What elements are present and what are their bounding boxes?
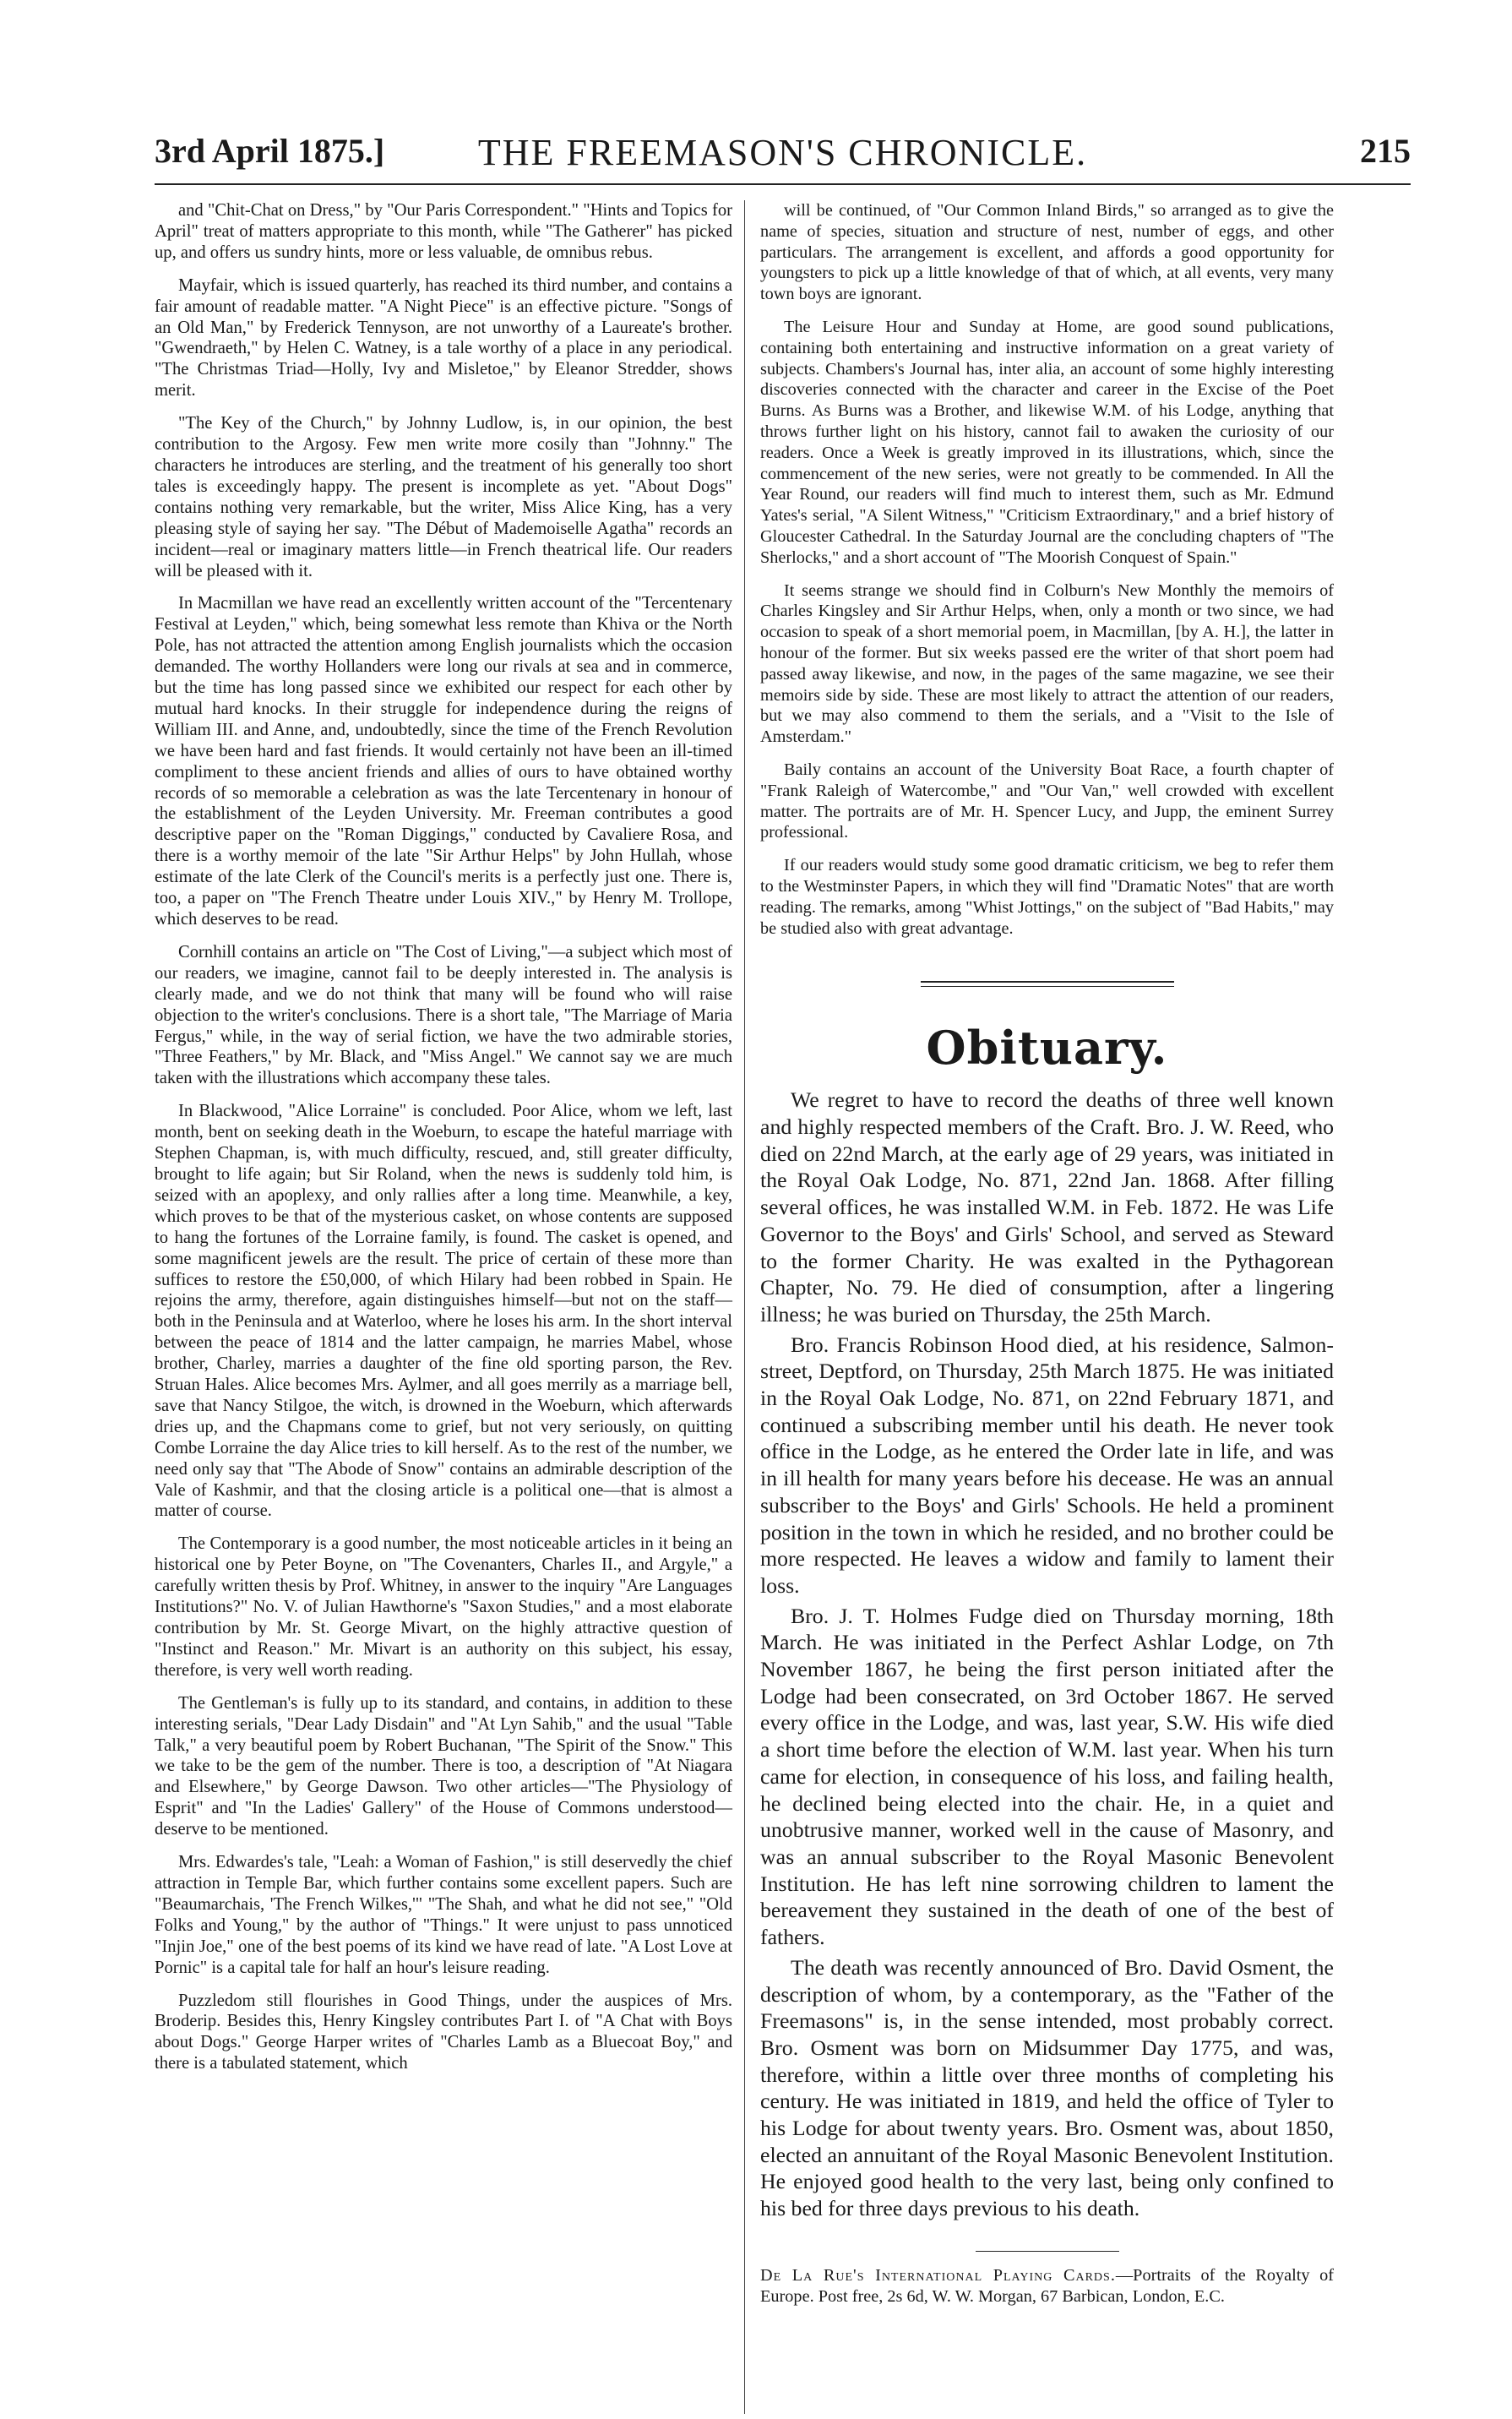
review-paragraph: If our readers would study some good dramatic criticism, we beg to refer them to the Westminster Papers, in which they will find "Dramatic Notes" that are worth reading. The remarks, among "Whist Jottings," on the subject of "Bad Habits," may be studied also with great advantage.	[760, 856, 1334, 938]
masthead	[155, 131, 1411, 185]
left-column	[155, 200, 744, 2414]
advert-divider	[976, 2251, 1119, 2252]
advert-lead: De La Rue's International Playing Cards.	[760, 2265, 1116, 2285]
advertisement	[760, 2265, 1334, 2307]
obituary-section	[760, 1021, 1334, 2222]
review-paragraph: Puzzledom still flourishes in Good Things, under the auspices of Mrs. Broderip. Besides this, Henry Kingsley contributes Part I. of "A Chat with Boys about Dogs." George Harper writes of "Charles Lamb as a Bluecoat Boy," and there is a tabulated statement, which	[155, 1991, 732, 2073]
review-paragraph: Mrs. Edwardes's tale, "Leah: a Woman of Fashion," is still deservedly the chief attraction in Temple Bar, which further contains some excellent papers. Such are "Beaumarchais, 'The French Wilkes,'" "The Shah, and what he did not see," "Old Folks and Young," by the author of "Things." It were unjust to pass unnoticed "Injin Joe," one of the best poems of its kind we have read of late. "A Lost Love at Pornic" is a capital tale for half an hour's leisure reading.	[155, 1853, 732, 1977]
obituary-heading: Obituary.	[926, 1021, 1168, 1076]
obituary-paragraph: Bro. J. T. Holmes Fudge died on Thursday morning, 18th March. He was initiated in the Perfect Ashlar Lodge, on 7th November 1867, he being the first person initiated after the Lodge had been consecrated, on 3rd October 1867. He served every office in the Lodge, and was, last year, S.W. His wife died a short time before the election of W.M. last year. When his turn came for election, in consequence of his loss, and failing health, he declined being elected into the chair. He, in a quiet and unobtrusive manner, worked well in the cause of Masonry, and was an annual subscriber to the Royal Masonic Benevolent Institution. He has left nine sorrowing children to lament the bereavement they sustained in the death of one of the best of fathers.	[760, 1603, 1334, 1950]
review-paragraph: Cornhill contains an article on "The Cost of Living,"—a subject which most of our readers, we imagine, cannot fail to be deeply interested in. The analysis is clearly made, and we do not think that many will be found who will raise objection to the writer's conclusions. There is a short tale, "The Marriage of Maria Fergus," while, in the way of serial fiction, we have the two admirable stories, "Three Feathers," by Mr. Black, and "Miss Angel." We cannot say we are much taken with the illustrations which accompany these tales.	[155, 942, 732, 1088]
review-paragraph: In Blackwood, "Alice Lorraine" is concluded. Poor Alice, whom we left, last month, bent on seeking death in the Woeburn, to escape the hateful marriage with Stephen Chapman, is, with much difficulty, rescued, and, still greater difficulty, brought to life again; but Sir Roland, when the news is suddenly told him, is seized with an apoplexy, and only rallies after a long time. Meanwhile, a key, which proves to be that of the mysterious casket, on whose contents are supposed to hang the fortunes of the Lorraine family, is found. The casket is opened, and some magnificent jewels are the result. The price of certain of these more than suffices to restore the £50,000, of which Hilary had been robbed in Spain. He rejoins the army, therefore, again distinguishes himself—but not on the staff—both in the Peninsula and at Waterloo, where he loses his arm. In the short interval between the peace of 1814 and the latter campaign, he marries Mabel, whose brother, Charley, marries a daughter of the fine old sporting parson, the Rev. Struan Hales. Alice becomes Mrs. Aylmer, and all goes merrily as a marriage bell, save that Nancy Stilgoe, the witch, is drowned in the Woeburn, which afterwards dries up, and the Chapmans come to grief, but not very seriously, on quitting Combe Lorraine the day Alice tries to kill herself. As to the rest of the number, we need only say that "The Abode of Snow" contains an admirable description of the Vale of Kashmir, and that the closing article is a political one—that is almost a matter of course.	[155, 1102, 732, 1521]
section-divider	[921, 981, 1174, 987]
review-paragraph: In Macmillan we have read an excellently written account of the "Tercentenary Festival at Leyden," which, being somewhat less remote than Khiva or the North Pole, has not attracted the attention among English journalists which the occasion demanded. The worthy Hollanders were long our rivals at sea and in commerce, but the time has long passed since we exhibited our respect for each other by mutual hard knocks. In their struggle for independence during the reigns of William III. and Anne, and, undoubtedly, since the time of the French Revolution we have been hard and fast friends. It would certainly not have been an ill-timed compliment to these ancient friends and allies of ours to have obtained worthy records of so memorable a celebration as was the late Tercentenary in honour of the establishment of the Leyden University. Mr. Freeman contributes a good descriptive paper on the "Roman Diggings," conducted by Cavaliere Rosa, and there is a worthy memoir of the late "Sir Arthur Helps" by John Hullah, whose estimate of the late Clerk of the Council's merits is a perfectly just one. There is, too, a paper on "The French Theatre under Louis XIV.," by Henry M. Trollope, which deserves to be read.	[155, 594, 732, 929]
review-paragraph: It seems strange we should find in Colburn's New Monthly the memoirs of Charles Kingsley and Sir Arthur Helps, when, only a month or two since, we had occasion to speak of a short memorial poem, in Macmillan, [by A. H.], the latter in honour of the former. But six weeks passed ere the writer of that short poem had passed away likewise, and now, in the pages of the same magazine, we see their memoirs side by side. These are most likely to attract the attention of our readers, but we may also commend to them the serials, and a "Visit to the Isle of Amsterdam."	[760, 580, 1334, 747]
publication-title: THE FREEMASON'S CHRONICLE.	[477, 132, 1088, 173]
review-paragraph: The Gentleman's is fully up to its standard, and contains, in addition to these interesting serials, "Dear Lady Disdain" and "At Lyn Sahib," and the usual "Table Talk," a very beautiful poem by Robert Buchanan, "The Spirit of the Snow." This we take to be the gem of the number. There is too, a description of "At Niagara and Elsewhere," by George Dawson. Two other articles—"The Physiology of Esprit" and "In the Ladies' Gallery" of the House of Commons understood—deserve to be mentioned.	[155, 1693, 732, 1839]
obituary-paragraph: The death was recently announced of Bro. David Osment, the description of whom, by a contemporary, as the "Father of the Freemasons" is, in the sense intended, most probably correct. Bro. Osment was born on Midsummer Day 1775, and was, therefore, within a little over three months of completing his century. He was initiated in 1819, and held the office of Tyler to his Lodge for about twenty years. Bro. Osment was, about 1850, elected an annuitant of the Royal Masonic Benevolent Institution. He enjoyed good health to the very last, being only confined to his bed for three days previous to his death.	[760, 1954, 1334, 2221]
review-paragraph: "The Key of the Church," by Johnny Ludlow, is, in our opinion, the best contribution to the Argosy. Few men write more cosily than "Johnny." The characters he introduces are sterling, and the treatment of his generally too short tales is exceedingly happy. The present is incomplete as yet. "About Dogs" contains nothing very remarkable, but the writer, Miss Alice King, has a very pleasing style of saying her say. "The Début of Mademoiselle Agatha" records an incident—real or imaginary matters little—in French theatrical life. Our readers will be pleased with it.	[155, 414, 732, 580]
review-paragraph: and "Chit-Chat on Dress," by "Our Paris Correspondent." "Hints and Topics for April" treat of matters appropriate to this month, while "The Gatherer" has picked up, and offers us sundry hints, more or less valuable, de omnibus rebus.	[155, 201, 732, 262]
review-paragraph: The Leisure Hour and Sunday at Home, are good sound publications, containing both entertaining and instructive information on a great variety of subjects. Chambers's Journal has, inter alia, an account of some highly interesting discoveries connected with the character and career in the Excise of the Poet Burns. As Burns was a Brother, and likewise W.M. of his Lodge, anything that throws further light on his history, cannot fail to awaken the curiosity of our readers. Once a Week is greatly improved in its illustrations, which, since the commencement of the new series, were not greatly to be commended. In All the Year Round, our readers will find much to interest them, such as Mr. Edmund Yates's serial, "A Silent Witness," "Criticism Extraordinary," and a brief history of Gloucester Cathedral. In the Saturday Journal are the concluding chapters of "The Sherlocks," and a short account of "The Moorish Conquest of Spain."	[760, 317, 1334, 567]
article-columns	[155, 200, 1411, 2414]
issue-date: 3rd April 1875.]	[155, 132, 385, 170]
review-paragraph: The Contemporary is a good number, the most noticeable articles in it being an historical one by Peter Boyne, on "The Covenanters, Charles II., and Argyle," a carefully written thesis by Prof. Whitney, in answer to the inquiry "Are Languages Institutions?" No. V. of Julian Hawthorne's "Saxon Studies," and a most elaborate contribution by Mr. St. George Mivart, on the highly attractive question of "Instinct and Reason." Mr. Mivart is an authority on this subject, his essay, therefore, is very well worth reading.	[155, 1534, 732, 1680]
right-column	[744, 200, 1334, 2414]
advert-text: —Portraits of the Royalty of Europe. Post free, 2s 6d, W. W. Morgan, 67 Barbican, London, E.C.	[760, 2265, 1335, 2306]
page-number: 215	[1360, 132, 1411, 170]
obituary-paragraph: Bro. Francis Robinson Hood died, at his residence, Salmon-street, Deptford, on Thursday, 25th March 1875. He was initiated in the Royal Oak Lodge, No. 871, on 22nd February 1871, and continued a subscribing member until his death. He never took office in the Lodge, as he entered the Order late in life, and was in ill health for many years before his decease. He was an annual subscriber to the Boys' and Girls' Schools. He held a prominent position in the town in which he resided, and no brother could be more respected. He leaves a widow and family to lament their loss.	[760, 1332, 1334, 1598]
review-paragraph: will be continued, of "Our Common Inland Birds," so arranged as to give the name of species, situation and structure of nest, number of eggs, and other particulars. The arrangement is excellent, and affords a good opportunity for youngsters to pick up a little knowledge of that of which, at all events, very many town boys are ignorant.	[760, 201, 1334, 304]
review-paragraph: Mayfair, which is issued quarterly, has reached its third number, and contains a fair amount of readable matter. "A Night Piece" is an effective picture. "Songs of an Old Man," by Frederick Tennyson, are not unworthy of a Laureate's brother. "Gwendraeth," by Helen C. Watney, is a tale worthy of a place in any periodical. "The Christmas Triad—Holly, Ivy and Misletoe," by Eleanor Stredder, shows merit.	[155, 275, 732, 400]
obituary-paragraph: We regret to have to record the deaths of three well known and highly respected members of the Craft. Bro. J. W. Reed, who died on 22nd March, at the early age of 29 years, was initiated in the Royal Oak Lodge, No. 871, 22nd Jan. 1868. After filling several offices, he was installed W.M. in Feb. 1872. He was Life Governor to the Boys' and Girls' School, and served as Steward to the former Charity. He was exalted in the Pythagorean Chapter, No. 79. He died of consumption, after a lingering illness; he was buried on Thursday, the 25th March.	[760, 1087, 1334, 1327]
review-paragraph: Baily contains an account of the University Boat Race, a fourth chapter of "Frank Raleigh of Watercombe," and "Our Van," well crowded with excellent matter. The portraits are of Mr. H. Spencer Lucy, and Jupp, the eminent Surrey professional.	[760, 760, 1334, 842]
